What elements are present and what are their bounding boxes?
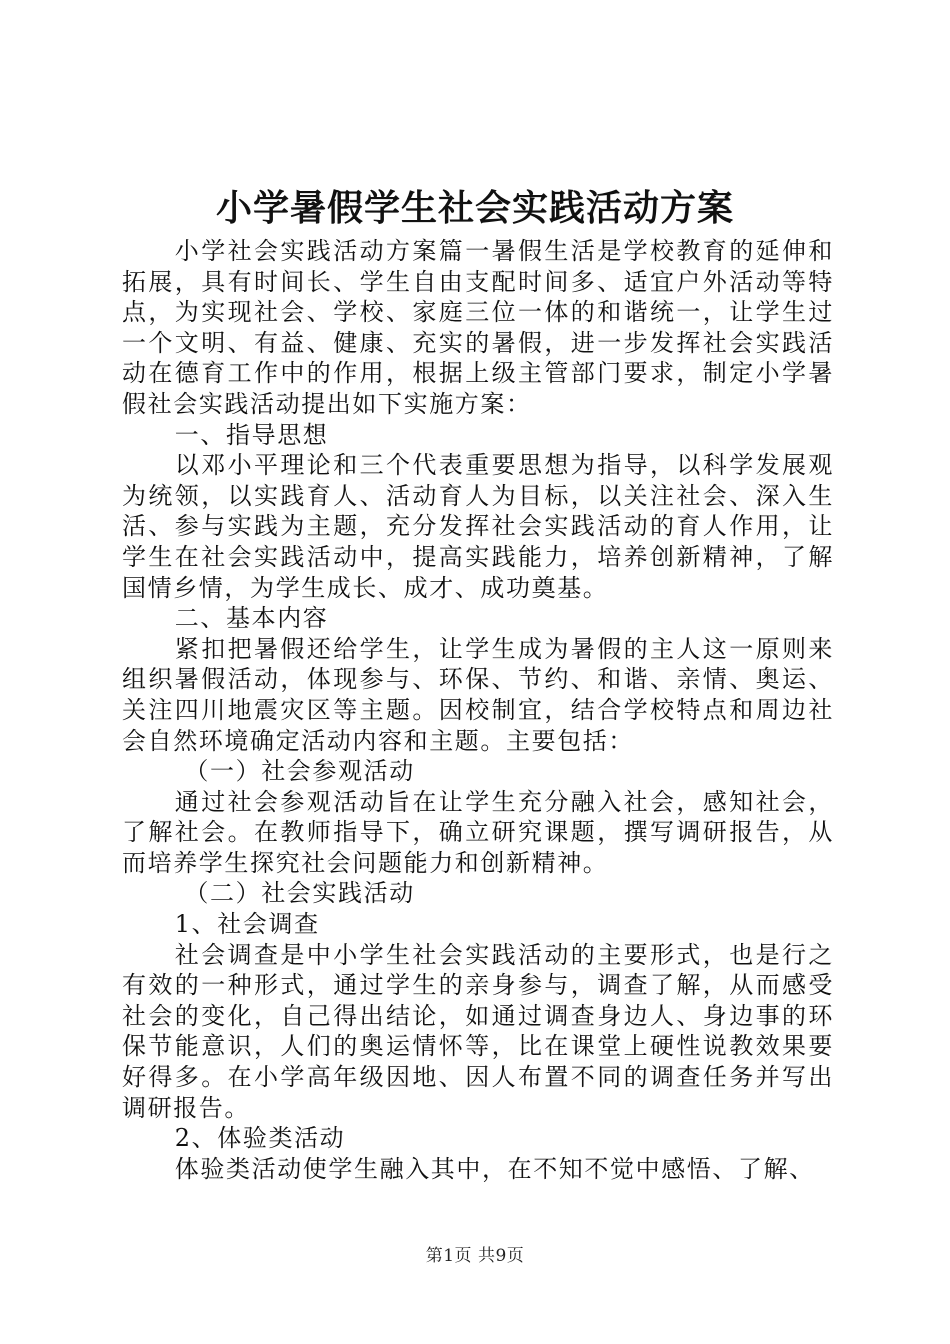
item-heading-social-survey: 1、社会调查 bbox=[174, 910, 320, 939]
document-body bbox=[122, 236, 834, 1184]
basic-content-paragraph: 紧扣把暑假还给学生，让学生成为暑假的主人这一原则来组织暑假活动，体现参与、环保、节约、和谐、亲情、奥运、关注四川地震灾区等主题。因校制宜，结合学校特点和周边社会自然环境确定活动内容和主题。主要包括： bbox=[122, 634, 834, 755]
section-heading-basic-content: 二、基本内容 bbox=[174, 604, 329, 633]
subsection-heading-social-practice: （二）社会实践活动 bbox=[184, 879, 415, 908]
page-number-footer: 第1页 共9页 bbox=[425, 1246, 525, 1266]
guiding-thought-paragraph: 以邓小平理论和三个代表重要思想为指导，以科学发展观为统领，以实践育人、活动育人为目标，以关注社会、深入生活、参与实践为主题，充分发挥社会实践活动的育人作用，让学生在社会实践活动中，提高实践能力，培养创新精神，了解国情乡情，为学生成长、成才、成功奠基。 bbox=[122, 451, 834, 602]
section-heading-guiding-thought: 一、指导思想 bbox=[174, 420, 329, 449]
social-visit-paragraph: 通过社会参观活动旨在让学生充分融入社会，感知社会，了解社会。在教师指导下，确立研究课题，撰写调研报告，从而培养学生探究社会问题能力和创新精神。 bbox=[122, 787, 834, 877]
experience-activities-paragraph: 体验类活动使学生融入其中，在不知不觉中感悟、了解、 bbox=[174, 1154, 815, 1183]
document-title: 小学暑假学生社会实践活动方案 bbox=[215, 187, 734, 229]
subsection-heading-social-visit: （一）社会参观活动 bbox=[184, 757, 415, 786]
intro-paragraph: 小学社会实践活动方案篇一暑假生活是学校教育的延伸和拓展，具有时间长、学生自由支配时间多、适宜户外活动等特点，为实现社会、学校、家庭三位一体的和谐统一，让学生过一个文明、有益、健康、充实的暑假，进一步发挥社会实践活动在德育工作中的作用，根据上级主管部门要求，制定小学暑假社会实践活动提出如下实施方案： bbox=[122, 237, 834, 418]
item-heading-experience-activities: 2、体验类活动 bbox=[174, 1124, 346, 1153]
social-survey-paragraph: 社会调查是中小学生社会实践活动的主要形式，也是行之有效的一种形式，通过学生的亲身参与，调查了解，从而感受社会的变化，自己得出结论，如通过调查身边人、身边事的环保节能意识，人们的奥运情怀等，比在课堂上硬性说教效果要好得多。在小学高年级因地、因人布置不同的调查任务并写出调研报告。 bbox=[122, 940, 834, 1122]
